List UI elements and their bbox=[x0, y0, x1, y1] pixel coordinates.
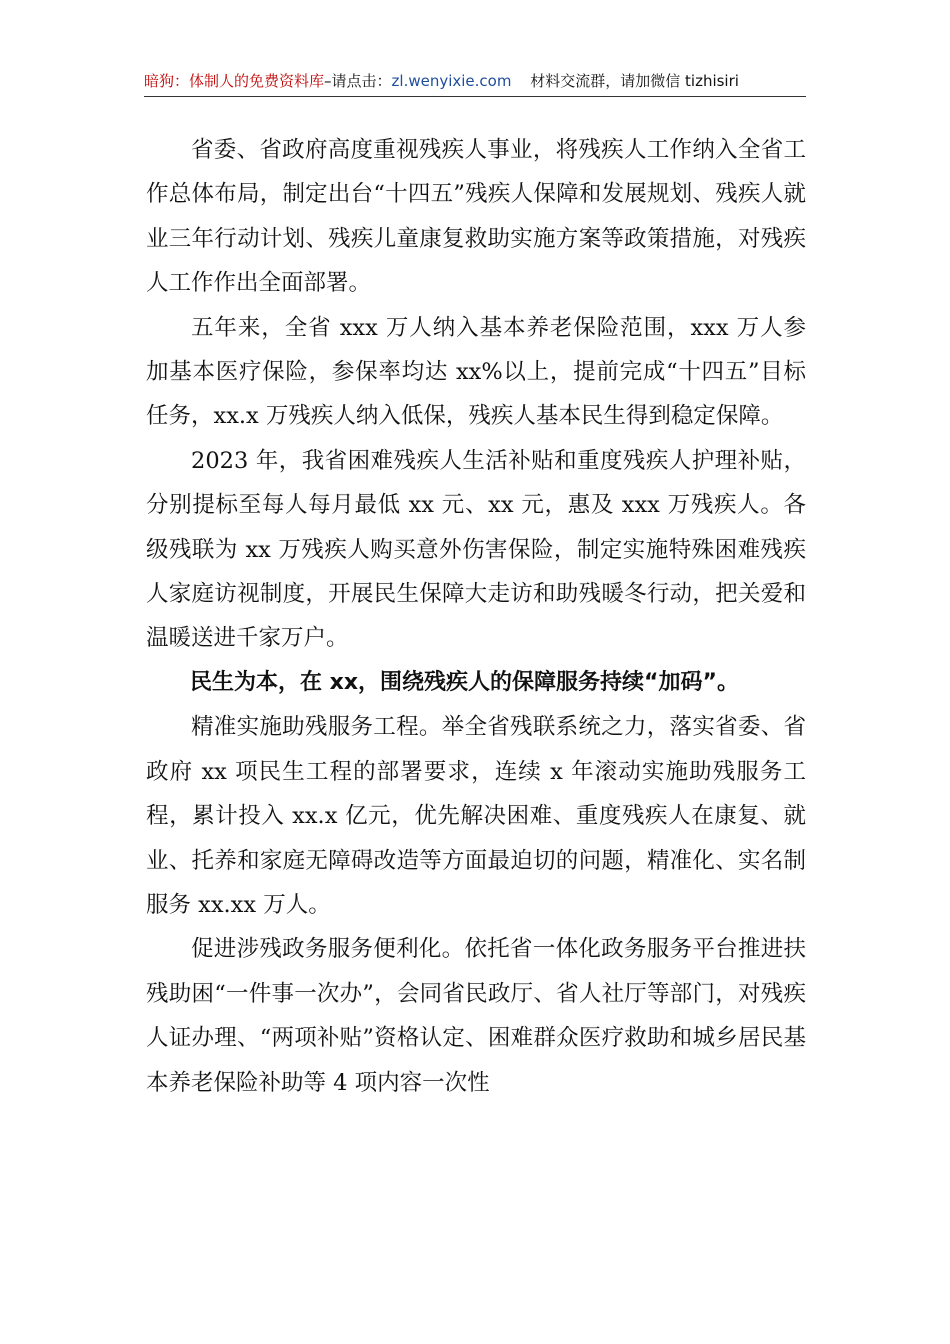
header-url-link[interactable]: zl.wenyixie.com bbox=[391, 72, 512, 90]
header-brand: 暗狗：体制人的免费资料库 bbox=[144, 72, 325, 90]
paragraph-subsidy-2023: 2023 年，我省困难残疾人生活补贴和重度残疾人护理补贴，分别提标至每人每月最低 xx 元、xx 元，惠及 xxx 万残疾人。各级残联为 xx 万残疾人购买意外伤害保险，制定实施特殊困难残疾人家庭访视制度，开展民生保障大走访和助残暖冬行动，把关爱和温暖送进千家万户。 bbox=[146, 447, 806, 652]
paragraph-government-service: 促进涉残政务服务便利化。依托省一体化政务服务平台推进扶残助困“一件事一次办”，会同省民政厅、省人社厅等部门，对残疾人证办理、“两项补贴”资格认定、困难群众医疗救助和城乡居民基本养老保险补助等 4 项内容一次性 bbox=[146, 936, 806, 1096]
paragraph-insurance-coverage: 五年来，全省 xxx 万人纳入基本养老保险范围，xxx 万人参加基本医疗保险，参保率均达 xx%以上，提前完成“十四五”目标任务，xx.x 万残疾人纳入低保，残疾人基本民生得到稳定保障。 bbox=[146, 314, 806, 430]
header-wechat-note: 材料交流群，请加微信 tizhisiri bbox=[530, 72, 739, 90]
paragraph-service-project: 精准实施助残服务工程。举全省残联系统之力，落实省委、省政府 xx 项民生工程的部署要求，连续 x 年滚动实施助残服务工程，累计投入 xx.x 亿元，优先解决困难、重度残疾人在康复、就业、托养和家庭无障碍改造等方面最迫切的问题，精准化、实名制服务 xx.xx 万人。 bbox=[146, 714, 806, 918]
section-heading: 民生为本，在 xx，围绕残疾人的保障服务持续“加码”。 bbox=[190, 669, 739, 695]
header-click-prefix: –请点击： bbox=[324, 72, 392, 90]
page-header bbox=[144, 70, 806, 97]
document-body bbox=[146, 128, 806, 1105]
paragraph-policy-overview: 省委、省政府高度重视残疾人事业，将残疾人工作纳入全省工作总体布局，制定出台“十四五”残疾人保障和发展规划、残疾人就业三年行动计划、残疾儿童康复救助实施方案等政策措施，对残疾人工作作出全面部署。 bbox=[146, 137, 806, 297]
